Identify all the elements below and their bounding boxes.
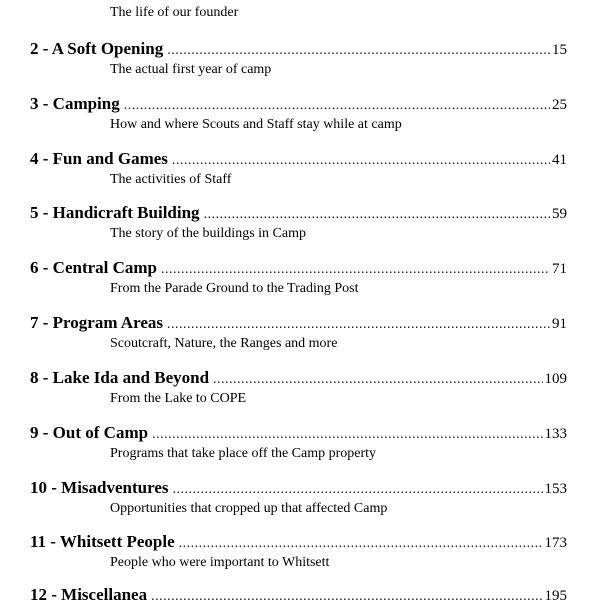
toc-entry-chapter-3[interactable]	[30, 94, 567, 116]
dot-leader	[213, 370, 542, 390]
chapter-8-subtitle: From the Lake to COPE	[110, 391, 247, 406]
chapter-8-title: 8 - Lake Ida and Beyond	[30, 368, 210, 387]
dot-leader	[161, 260, 550, 280]
chapter-11-title: 11 - Whitsett People	[30, 532, 175, 551]
chapter-6-title: 6 - Central Camp	[30, 258, 158, 277]
chapter-2-subtitle: The actual first year of camp	[110, 62, 272, 77]
chapter-11-subtitle: People who were important to Whitsett	[110, 555, 330, 570]
chapter-4-title: 4 - Fun and Games	[30, 149, 168, 168]
chapter-9-subtitle: Programs that take place off the Camp property	[110, 446, 377, 461]
chapter-4-subtitle: The activities of Staff	[110, 172, 232, 187]
chapter-4-page: 41	[552, 152, 567, 168]
dot-leader	[167, 315, 550, 335]
chapter-10-title: 10 - Misadventures	[30, 478, 169, 497]
toc-entry-chapter-8[interactable]	[30, 368, 567, 390]
toc-entry-chapter-11[interactable]	[30, 532, 567, 554]
chapter-9-title: 9 - Out of Camp	[30, 423, 149, 442]
toc-entry-chapter-6[interactable]	[30, 258, 567, 280]
chapter-7-subtitle: Scoutcraft, Nature, the Ranges and more	[110, 336, 338, 351]
chapter-8-page: 109	[544, 371, 567, 387]
dot-leader	[172, 151, 550, 171]
chapter-7-page: 91	[552, 316, 567, 332]
chapter-9-page: 133	[544, 426, 567, 442]
toc-entry-chapter-4[interactable]	[30, 149, 567, 171]
chapter-2-page: 15	[552, 42, 567, 58]
dot-leader	[152, 425, 542, 445]
toc-entry-chapter-10[interactable]	[30, 478, 567, 500]
dot-leader	[151, 587, 542, 607]
dot-leader	[179, 534, 543, 554]
toc-entry-chapter-5[interactable]	[30, 203, 567, 225]
toc-entry-chapter-12[interactable]	[30, 585, 567, 607]
chapter-6-page: 71	[552, 261, 567, 277]
chapter-5-page: 59	[552, 206, 567, 222]
dot-leader	[124, 96, 550, 116]
chapter-2-title: 2 - A Soft Opening	[30, 39, 164, 58]
chapter-3-subtitle: How and where Scouts and Staff stay while at camp	[110, 117, 402, 132]
chapter-10-page: 153	[544, 481, 567, 497]
chapter-12-page: 195	[544, 588, 567, 604]
toc-entry-chapter-7[interactable]	[30, 313, 567, 335]
toc-entry-chapter-2[interactable]	[30, 39, 567, 61]
chapter-3-page: 25	[552, 97, 567, 113]
toc-entry-chapter-9[interactable]	[30, 423, 567, 445]
chapter-12-title: 12 - Miscellanea	[30, 585, 148, 604]
chapter-10-subtitle: Opportunities that cropped up that affected Camp	[110, 501, 388, 516]
dot-leader	[204, 205, 550, 225]
chapter-6-subtitle: From the Parade Ground to the Trading Post	[110, 281, 359, 296]
dot-leader	[173, 480, 543, 500]
chapter-7-title: 7 - Program Areas	[30, 313, 163, 332]
chapter-5-title: 5 - Handicraft Building	[30, 203, 200, 222]
chapter-5-subtitle: The story of the buildings in Camp	[110, 226, 306, 241]
dot-leader	[167, 41, 550, 61]
chapter-1-subtitle: The life of our founder	[110, 5, 239, 20]
chapter-3-title: 3 - Camping	[30, 94, 120, 113]
chapter-11-page: 173	[544, 535, 567, 551]
